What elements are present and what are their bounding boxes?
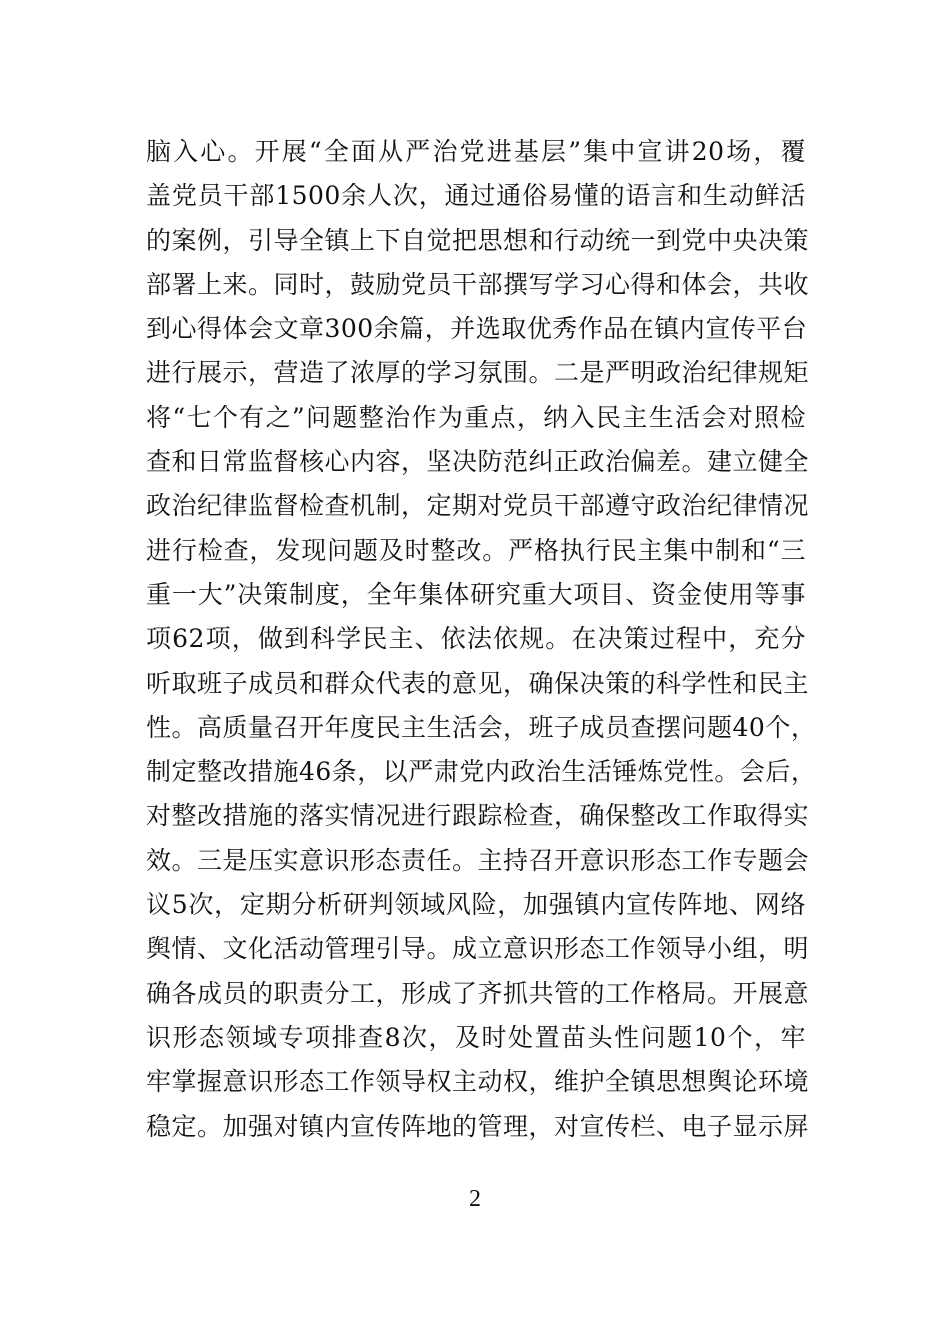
text-line: 部署上来。同时，鼓励党员干部撰写学习心得和体会，共收 bbox=[146, 269, 810, 299]
text-line: 制定整改措施46条，以严肃党内政治生活锤炼党性。会后， bbox=[146, 757, 817, 787]
text-line: 盖党员干部1500余人次，通过通俗易懂的语言和生动鲜活 bbox=[146, 181, 806, 211]
body-text bbox=[146, 130, 817, 1149]
text-line: 议5次，定期分析研判领域风险，加强镇内宣传阵地、网络 bbox=[146, 890, 806, 920]
text-line: 项62项，做到科学民主、依法依规。在决策过程中，充分 bbox=[146, 624, 806, 654]
text-line: 听取班子成员和群众代表的意见，确保决策的科学性和民主 bbox=[146, 668, 810, 698]
text-line: 确各成员的职责分工，形成了齐抓共管的工作格局。开展意 bbox=[146, 978, 810, 1008]
text-line: 将“七个有之”问题整治作为重点，纳入民主生活会对照检 bbox=[146, 402, 806, 432]
text-line: 对整改措施的落实情况进行跟踪检查，确保整改工作取得实 bbox=[146, 801, 810, 831]
text-line: 牢掌握意识形态工作领导权主动权，维护全镇思想舆论环境 bbox=[146, 1067, 810, 1097]
text-line: 政治纪律监督检查机制，定期对党员干部遵守政治纪律情况 bbox=[146, 491, 810, 521]
text-line: 舆情、文化活动管理引导。成立意识形态工作领导小组，明 bbox=[146, 934, 810, 964]
page-number: 2 bbox=[469, 1186, 481, 1212]
text-line: 查和日常监督核心内容，坚决防范纠正政治偏差。建立健全 bbox=[146, 447, 810, 477]
text-line: 重一大”决策制度，全年集体研究重大项目、资金使用等事 bbox=[146, 579, 806, 609]
text-line: 识形态领域专项排查8次，及时处置苗头性问题10个，牢 bbox=[146, 1022, 806, 1052]
text-line: 进行展示，营造了浓厚的学习氛围。二是严明政治纪律规矩 bbox=[146, 358, 810, 388]
text-line: 进行检查，发现问题及时整改。严格执行民主集中制和“三 bbox=[146, 535, 806, 565]
text-line: 性。高质量召开年度民主生活会，班子成员查摆问题40个， bbox=[146, 712, 817, 742]
text-line: 稳定。加强对镇内宣传阵地的管理，对宣传栏、电子显示屏 bbox=[146, 1111, 810, 1141]
text-line: 的案例，引导全镇上下自觉把思想和行动统一到党中央决策 bbox=[146, 225, 810, 255]
text-line: 到心得体会文章300余篇，并选取优秀作品在镇内宣传平台 bbox=[146, 314, 808, 344]
text-line: 效。三是压实意识形态责任。主持召开意识形态工作专题会 bbox=[146, 845, 810, 875]
text-line: 脑入心。开展“全面从严治党进基层”集中宣讲20场，覆 bbox=[146, 137, 807, 166]
